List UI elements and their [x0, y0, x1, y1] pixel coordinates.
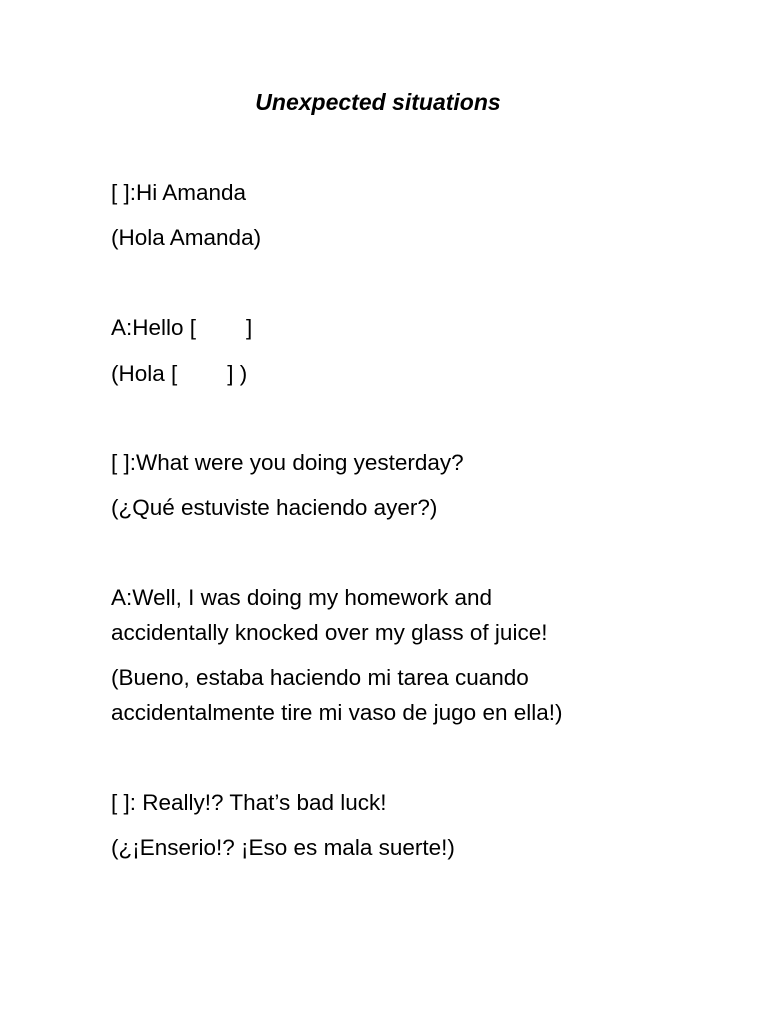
dialogue-line-speaker1-reaction: [ ]: Really!? That’s bad luck! [111, 790, 387, 815]
dialogue-translation-speaker1-reaction: (¿¡Enserio!? ¡Eso es mala suerte!) [111, 835, 455, 860]
dialogue-translation-speaker1-greeting: (Hola Amanda) [111, 225, 262, 250]
dialogue-translation-amanda-answer-1: (Bueno, estaba haciendo mi tarea cuando [111, 665, 529, 690]
dialogue-line-amanda-greeting: A:Hello [ ] [111, 315, 253, 340]
dialogue-line-speaker1-question: [ ]:What were you doing yesterday? [111, 450, 464, 475]
dialogue-translation-amanda-answer-2: accidentalmente tire mi vaso de jugo en ella!) [111, 700, 563, 725]
dialogue-translation-amanda-greeting: (Hola [ ] ) [111, 361, 248, 386]
dialogue-line-amanda-answer-1: A:Well, I was doing my homework and [111, 585, 492, 610]
dialogue-line-speaker1-greeting: [ ]:Hi Amanda [111, 180, 247, 205]
dialogue-line-amanda-answer-2: accidentally knocked over my glass of juice! [111, 620, 548, 645]
document-title: Unexpected situations [255, 89, 501, 115]
dialogue-translation-speaker1-question: (¿Qué estuviste haciendo ayer?) [111, 495, 438, 520]
